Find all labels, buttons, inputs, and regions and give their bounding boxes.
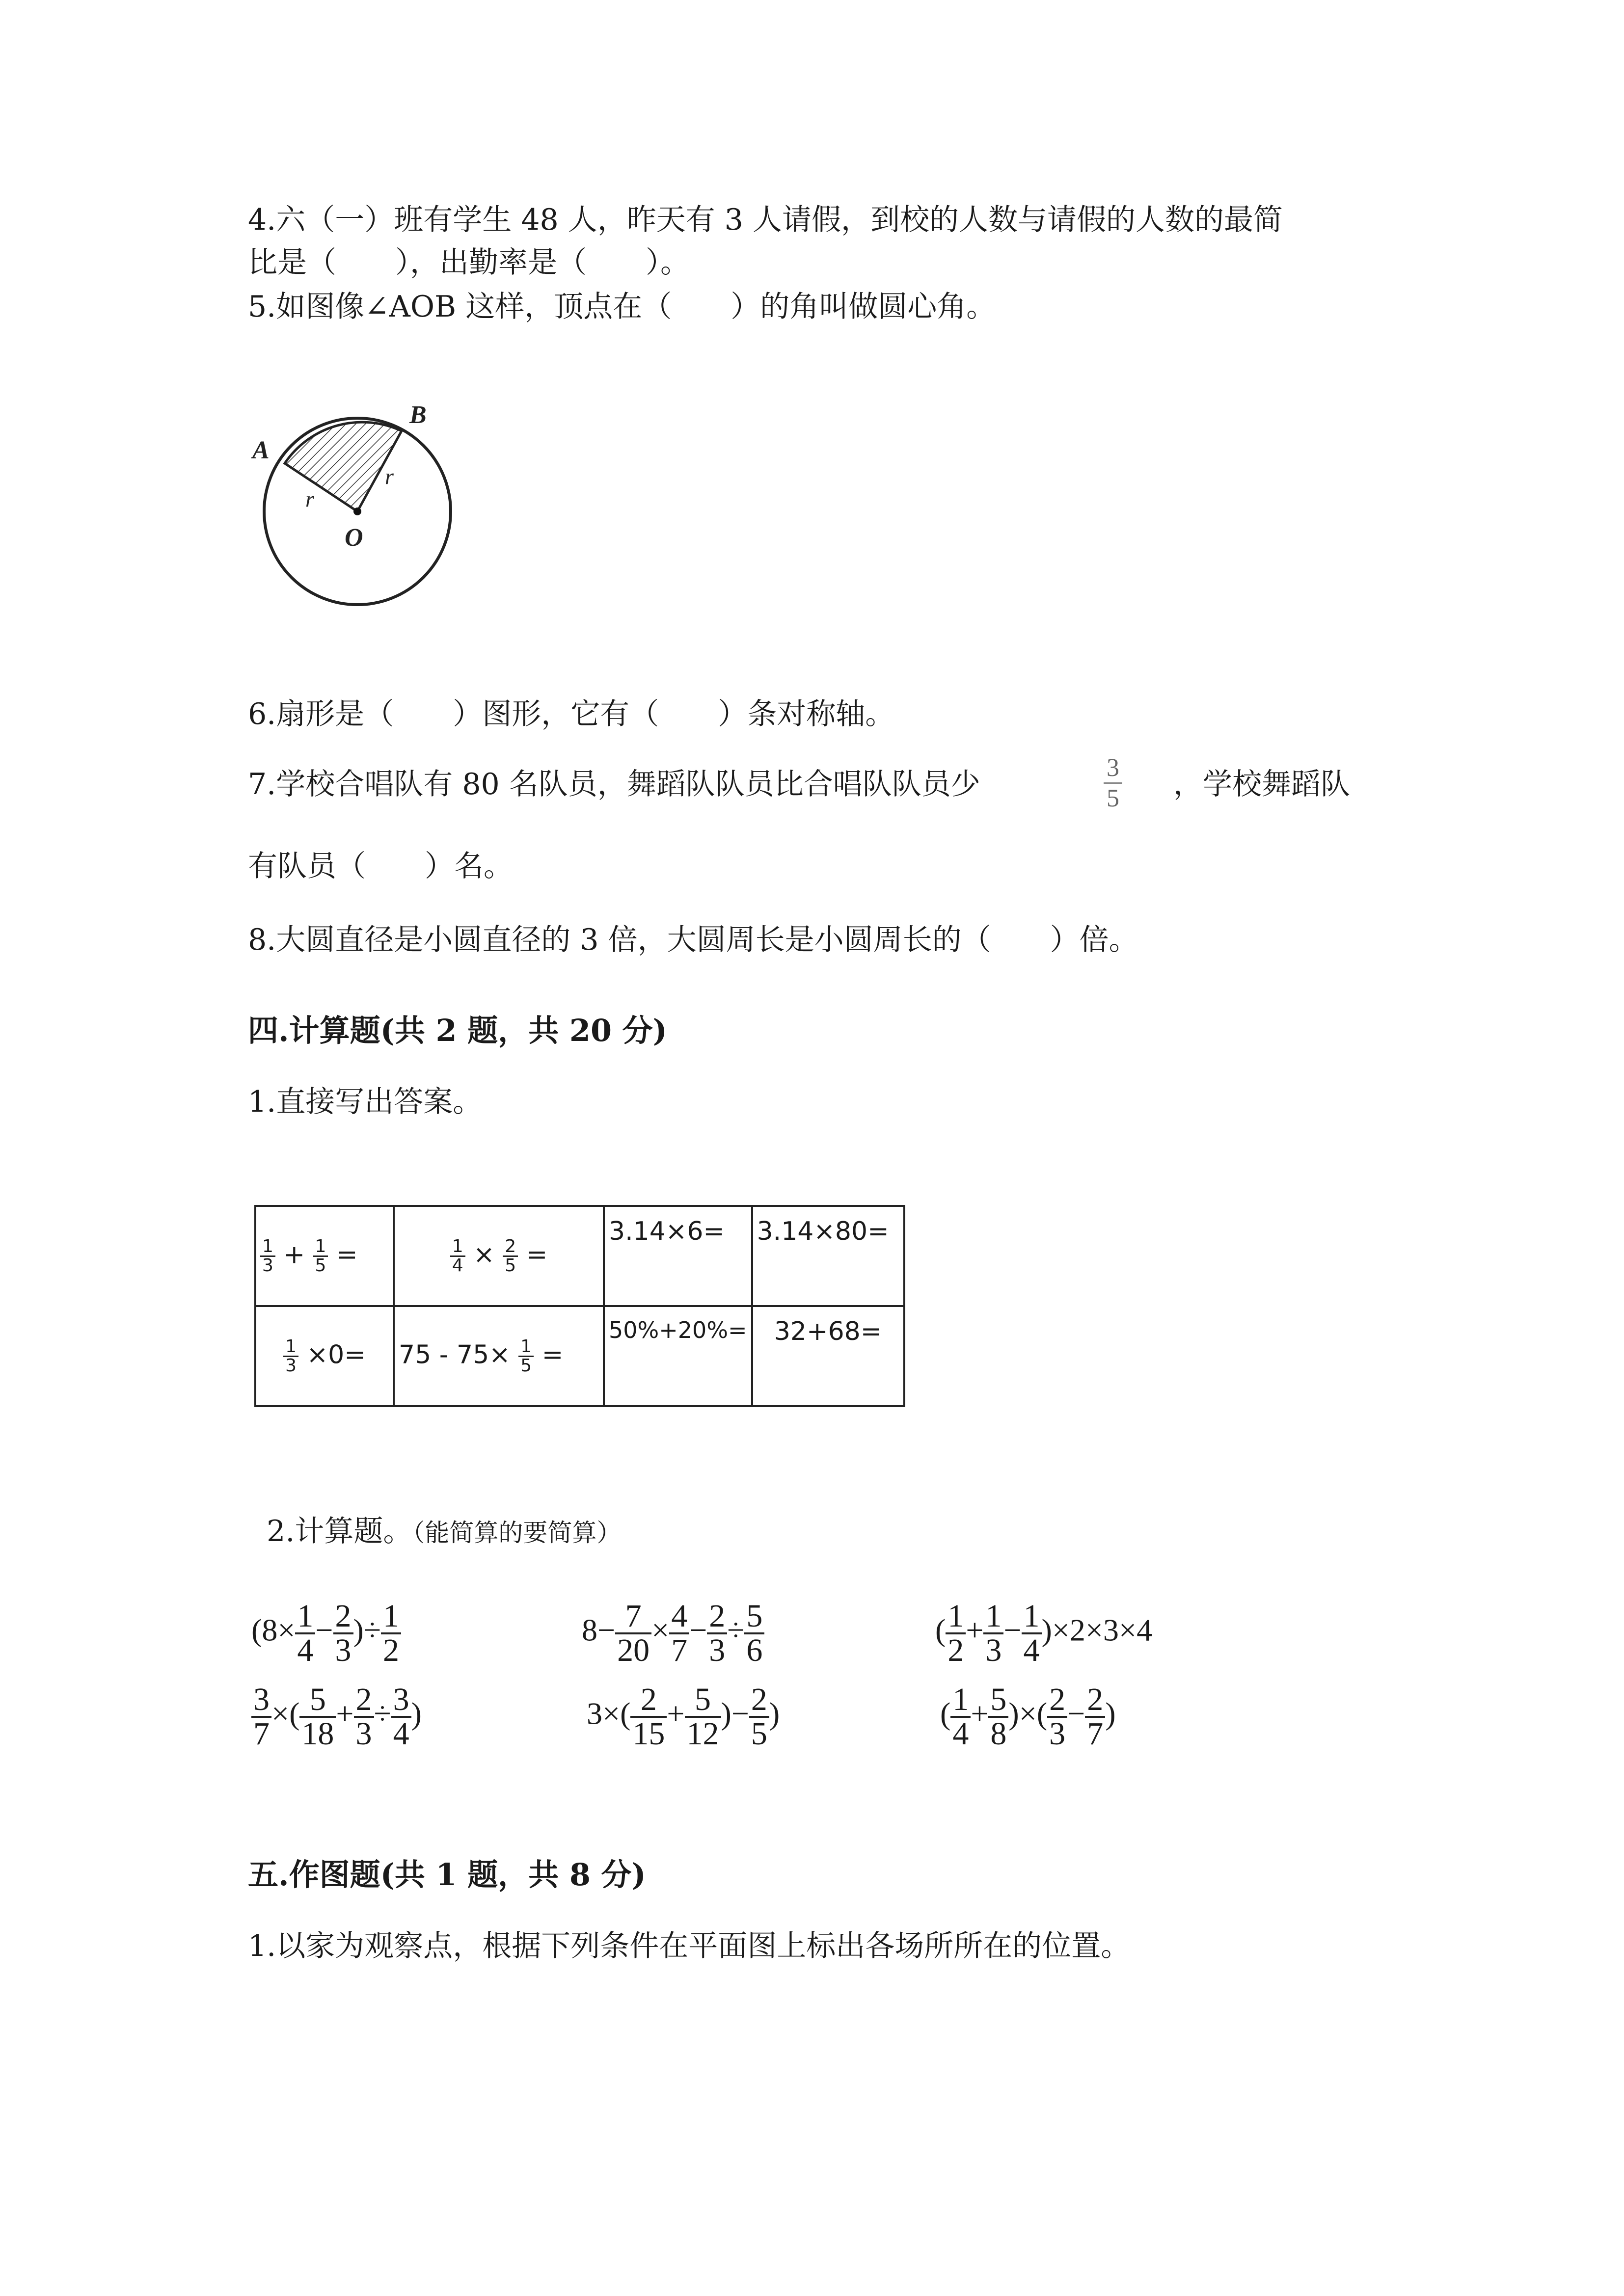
q4-line1: 4.六（一）班有学生 48 人，昨天有 3 人请假，到校的人数与请假的人数的最简 (248, 203, 1283, 237)
q6-text: 6.扇形是（ ）图形，它有（ ）条对称轴。 (248, 697, 895, 731)
q4-line2: 比是（ ），出勤率是（ ）。 (248, 245, 690, 280)
label-r-left: r (305, 486, 314, 511)
expr-5: 3×( $\frac{2}{15}$ + $\frac{5}{12}$ )− $\frac{2}{5}$ ) (587, 1682, 780, 1752)
expr-4: $\frac{3}{7}$ ×( $\frac{5}{18}$ + $\frac{2}{3}$ ÷ $\frac{3}{4}$ ) (251, 1683, 422, 1750)
label-b: B (409, 401, 427, 429)
s4-q2-text: 2.计算题。 (267, 1514, 413, 1548)
table-cell: 3.14×6= (604, 1206, 752, 1306)
q7-part1: 7.学校合唱队有 80 名队员，舞蹈队队员比合唱队队员少 (248, 767, 980, 801)
expr-3: ( $\frac{1}{2}$ + $\frac{1}{3}$ − $\frac{1}{4}$ )×2×3×4 (935, 1598, 1153, 1668)
label-a: A (252, 436, 270, 464)
q5-text: 5.如图像∠AOB 这样，顶点在（ ）的角叫做圆心角。 (248, 290, 996, 324)
q7-fraction: 3 5 (1104, 753, 1122, 813)
s5-q1-text: 1.以家为观察点，根据下列条件在平面图上标出各场所所在的位置。 (248, 1929, 1131, 1963)
q7-part2: ，学校舞蹈队 (1173, 767, 1350, 801)
s4-q1-text: 1.直接写出答案。 (248, 1085, 483, 1119)
expr-2: 8− $\frac{7}{20}$ × $\frac{4}{7}$ − $\frac{2}{3}$ ÷ $\frac{5}{6}$ (582, 1600, 764, 1667)
table-cell: 32+68= (752, 1306, 904, 1406)
central-angle-figure (245, 398, 471, 611)
label-o: O (345, 524, 363, 552)
expr-1: (8× $\frac{1}{4}$ − $\frac{2}{3}$ )÷ $\frac{1}{2}$ (251, 1600, 401, 1667)
center-point (353, 507, 361, 515)
table-row (255, 1206, 904, 1306)
table-cell: 3.14×80= (752, 1206, 904, 1306)
oral-calc-table (254, 1205, 905, 1407)
s4-q2-note: （能简算的要简算） (412, 1519, 622, 1547)
table-row (255, 1306, 904, 1406)
section5-title: 五.作图题(共 1 题，共 8 分) (248, 1857, 646, 1893)
table-cell: $\frac{1}{3}$ + $\frac{1}{5}$ = (255, 1206, 394, 1306)
table-cell: 50%+20%= (604, 1306, 752, 1406)
table-cell: $\frac{1}{4}$ × $\frac{2}{5}$ = (394, 1206, 604, 1306)
expr-6: ( $\frac{1}{4}$ + $\frac{5}{8}$ )×( $\frac{2}{3}$ − $\frac{2}{7}$ ) (940, 1682, 1116, 1752)
label-r-right: r (385, 464, 394, 489)
q8-text: 8.大圆直径是小圆直径的 3 倍，大圆周长是小圆周长的（ ）倍。 (248, 923, 1138, 957)
table-cell: 75 - 75× $\frac{1}{5}$ = (394, 1306, 604, 1406)
q7-line2: 有队员（ ）名。 (248, 849, 513, 883)
section4-title: 四.计算题(共 2 题，共 20 分) (248, 1013, 668, 1048)
s4-q2-line (248, 1487, 621, 1546)
table-cell: $\frac{1}{3}$ ×0= (255, 1306, 394, 1406)
